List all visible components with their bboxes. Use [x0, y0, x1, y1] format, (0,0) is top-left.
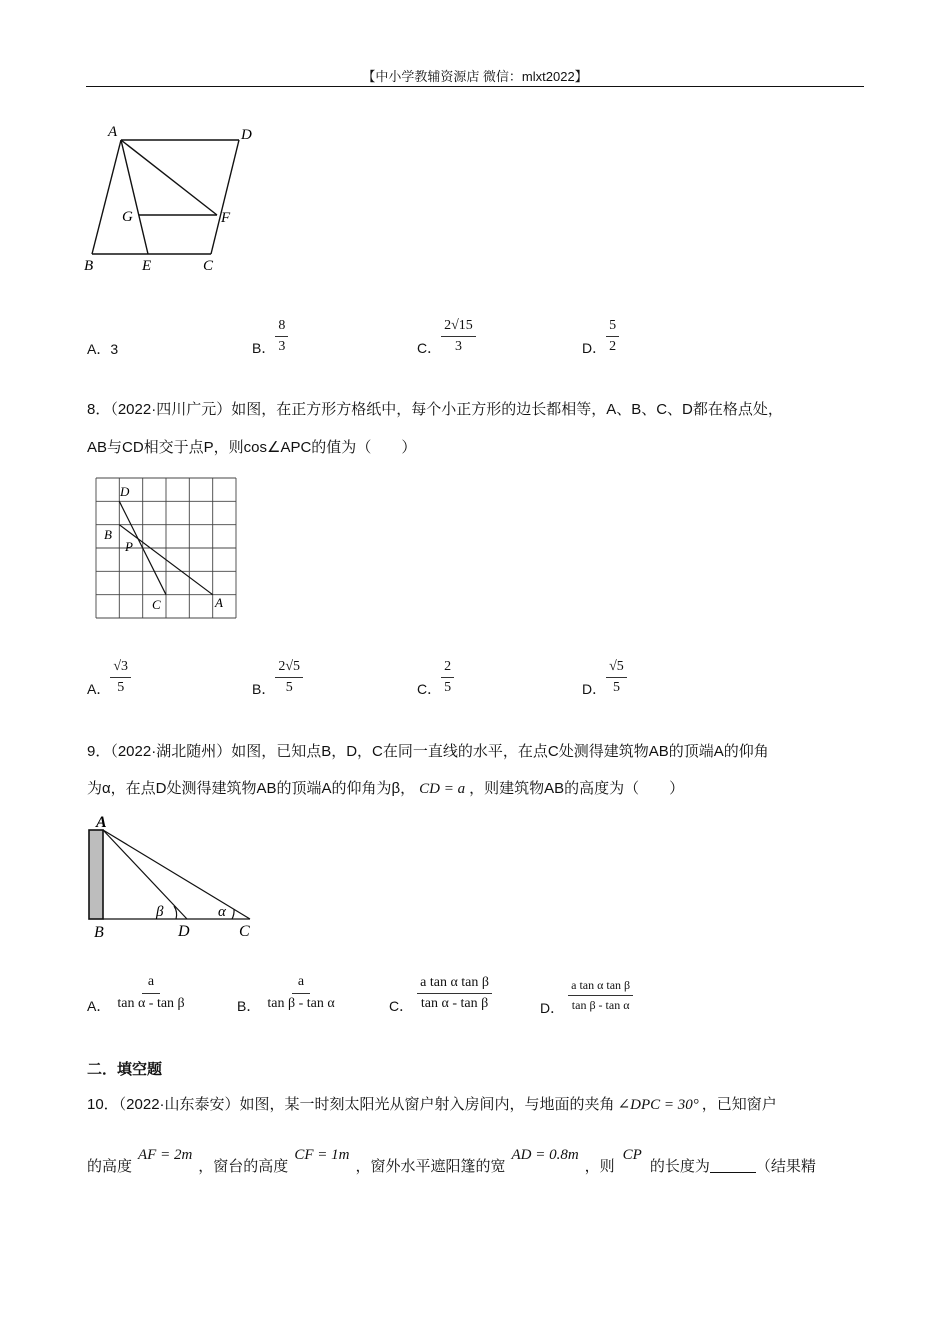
- label-B: B: [84, 258, 94, 274]
- q9-option-b: B． $\frac{a}{\text{tan β - tan α}}$: [237, 974, 335, 1014]
- label-A: A: [215, 595, 223, 610]
- sightline-AC: [103, 830, 250, 919]
- answer-blank: [710, 1158, 756, 1173]
- q8-option-b: B． $\frac{2√5}{5}$: [252, 655, 303, 699]
- sightline-AD: [103, 830, 187, 919]
- q8-option-c: C． $\frac{2}{5}$: [417, 655, 454, 699]
- page-header: 【中小学教辅资源店 微信：mlxt2022】: [362, 69, 588, 84]
- q9-text-line2: 为α，在点D处测得建筑物AB的顶端A的仰角为β， CD = a ，则建筑物AB的高度为（ ）: [87, 780, 685, 797]
- q7-option-b: B． $\frac{8}{3}$: [252, 314, 288, 358]
- label-B: B: [94, 924, 104, 941]
- label-G: G: [122, 209, 133, 225]
- q8-text-line2: AB与CD相交于点P，则cos∠APC的值为（ ）: [87, 439, 417, 456]
- label-C: C: [239, 923, 250, 940]
- q8-grid-figure: [90, 472, 244, 624]
- header-divider: [86, 86, 864, 87]
- label-alpha: α: [218, 904, 226, 920]
- building-AB: [89, 830, 103, 919]
- q9-option-d: D． $\frac{\text{a tan α tan β}}{\text{tan β - tan α}}$: [540, 972, 633, 1018]
- q7-option-c: C． $\frac{2√15}{3}$: [417, 314, 476, 358]
- label-B: B: [104, 527, 112, 542]
- label-D: D: [120, 484, 130, 499]
- segment-AB: [92, 140, 121, 254]
- label-C: C: [203, 258, 214, 274]
- q9-option-c: C． $\frac{\text{a tan α tan β}}{\text{tan α - tan β}}$: [389, 970, 492, 1016]
- q9-option-a: A． $\frac{a}{\text{tan α - tan β}}$: [87, 974, 185, 1014]
- label-C: C: [152, 597, 161, 612]
- label-A: A: [96, 814, 107, 831]
- q10-text-line1: 10．（2022·山东泰安）如图，某一时刻太阳光从窗户射入房间内，与地面的夹角 ∠DPC = 30° ，已知窗户: [87, 1096, 777, 1113]
- label-E: E: [142, 258, 152, 274]
- q10-text-line2: 的高度AF = 2m，窗台的高度CF = 1m，窗外水平遮阳篷的宽AD = 0.8m，则CP的长度为 （结果精: [87, 1147, 816, 1175]
- angle-alpha-arc: [232, 909, 234, 919]
- label-P: P: [125, 539, 133, 554]
- label-A: A: [108, 124, 118, 140]
- q9-text-line1: 9．（2022·湖北随州）如图，已知点B，D，C在同一直线的水平，在点C处测得建筑物AB的顶端A的仰角: [87, 743, 769, 760]
- q7-figure: [80, 118, 270, 278]
- segment-DC: [211, 140, 239, 254]
- label-F: F: [221, 210, 231, 226]
- q7-option-a: A．3: [87, 341, 119, 357]
- q7-option-d: D． $\frac{5}{2}$: [582, 314, 619, 358]
- label-beta: β: [156, 904, 164, 920]
- label-D: D: [178, 923, 190, 940]
- q8-text-line1: 8．（2022·四川广元）如图，在正方形方格纸中，每个小正方形的边长都相等，A、B、C、D都在格点处，: [87, 401, 783, 418]
- q8-option-d: D． $\frac{√5}{5}$: [582, 655, 627, 699]
- q9-figure: [84, 810, 264, 942]
- q8-option-a: A． $\frac{√3}{5}$: [87, 655, 131, 699]
- label-D: D: [241, 127, 252, 143]
- section-heading-fill-in: 二．填空题: [87, 1061, 163, 1078]
